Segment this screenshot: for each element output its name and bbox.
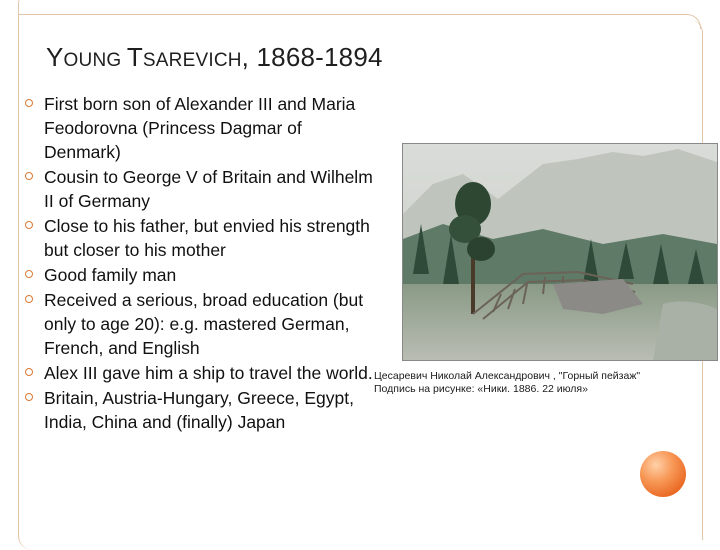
caption-line-2: Подпись на рисунке: «Ники. 1886. 22 июля» [374,383,588,395]
painting-caption [374,370,714,396]
bullet-item [20,386,380,434]
circle-bullet-icon [25,172,33,180]
circle-bullet-icon [25,99,33,107]
circle-bullet-icon [25,221,33,229]
title-smallcaps-2: SAREVICH [142,50,242,71]
decorative-orange-circle [640,451,686,497]
bullet-list [20,92,380,435]
title-smallcaps-1: OUNG [63,50,127,71]
title-dates: , 1868-1894 [241,42,383,72]
bullet-text: Alex III gave him a ship to travel the world. [44,363,373,383]
bullet-item [20,165,380,213]
frame-top-line [18,14,701,29]
circle-bullet-icon [25,270,33,278]
bullet-item [20,361,380,385]
title-initial-2: T [126,42,143,72]
bullet-item [20,288,380,360]
bullet-text: Close to his father, but envied his strength but closer to his mother [44,216,370,260]
bullet-text: Received a serious, broad education (but only to age 20): e.g. mastered German, French, and English [44,290,364,358]
bullet-text: Good family man [44,265,177,285]
title-initial-1: Y [46,42,64,72]
circle-bullet-icon [25,368,33,376]
caption-line-1: Цесаревич Николай Александрович , "Горный пейзаж" [374,370,641,382]
bullet-text: Britain, Austria-Hungary, Greece, Egypt, India, China and (finally) Japan [44,388,354,432]
bullet-text: First born son of Alexander III and Maria Feodorovna (Princess Dagmar of Denmark) [44,94,356,162]
circle-bullet-icon [25,295,33,303]
mountain-landscape-painting [402,143,718,361]
bullet-item [20,92,380,164]
bullet-text: Cousin to George V of Britain and Wilhelm II of Germany [44,167,373,211]
bullet-item [20,263,380,287]
circle-bullet-icon [25,393,33,401]
bullet-item [20,214,380,262]
slide-title [46,42,383,73]
